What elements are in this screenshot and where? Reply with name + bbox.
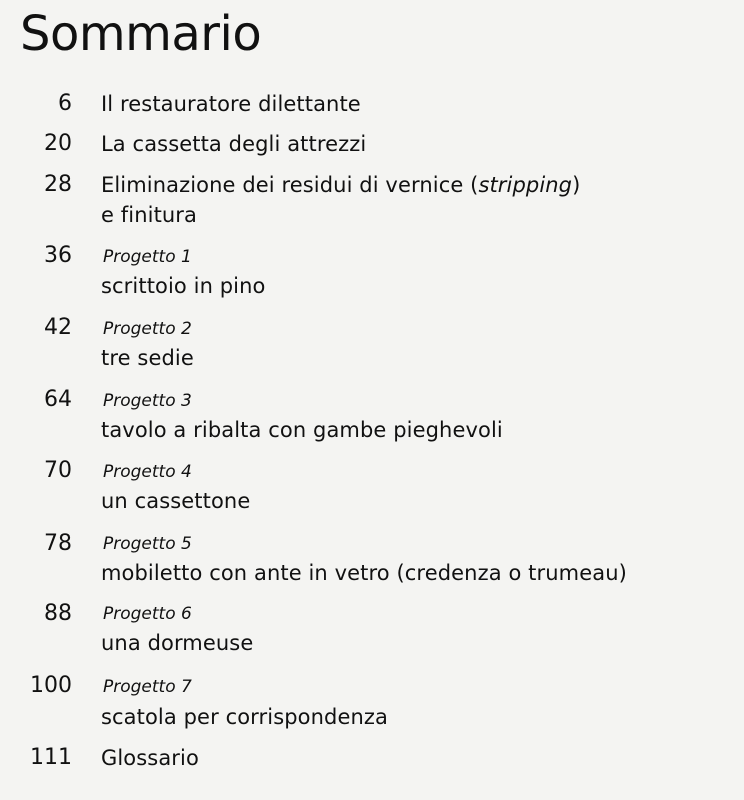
toc-entry-title: La cassetta degli attrezzi [101, 132, 367, 156]
toc-project-label: Progetto 4 [103, 462, 192, 482]
toc-entry-title: scrittoio in pino [101, 274, 266, 298]
toc-page-number: 6 [58, 91, 72, 116]
toc-entry-title: una dormeuse [101, 631, 254, 655]
toc-page-number: 88 [44, 601, 72, 626]
toc-page-number: 111 [30, 745, 72, 770]
toc-entry-title: mobiletto con ante in vetro (credenza o trumeau) [101, 561, 627, 585]
toc-project-label: Progetto 1 [103, 247, 192, 267]
page-title: Sommario [20, 6, 262, 62]
toc-entry-title: Il restauratore dilettante [101, 92, 361, 116]
toc-page-number: 100 [30, 673, 72, 698]
toc-page-number: 28 [44, 172, 72, 197]
toc-entry-title-line2: e finitura [101, 203, 198, 227]
toc-project-label: Progetto 6 [103, 604, 192, 624]
toc-page-number: 70 [44, 458, 72, 483]
toc-entry-title: tavolo a ribalta con gambe pieghevoli [101, 418, 503, 442]
toc-entry-title: scatola per corrispondenza [101, 705, 388, 729]
toc-page-number: 64 [44, 387, 72, 412]
toc-entry-title-part: Eliminazione dei residui di vernice ( [101, 173, 479, 197]
toc-entry-title-part: ) [572, 173, 581, 197]
toc-page-number: 20 [44, 131, 72, 156]
toc-entry-title-italic: stripping [478, 173, 573, 197]
toc-page-number: 36 [44, 243, 72, 268]
toc-project-label: Progetto 7 [103, 677, 192, 697]
toc-entry-title: un cassettone [101, 489, 251, 513]
toc-entry-title: tre sedie [101, 346, 194, 370]
toc-project-label: Progetto 3 [103, 391, 192, 411]
toc-page-number: 78 [44, 531, 72, 556]
toc-entry-title [101, 170, 580, 200]
toc-project-label: Progetto 2 [103, 319, 192, 339]
toc-page-number: 42 [44, 315, 72, 340]
toc-project-label: Progetto 5 [103, 534, 192, 554]
toc-entry-title: Glossario [101, 746, 199, 770]
